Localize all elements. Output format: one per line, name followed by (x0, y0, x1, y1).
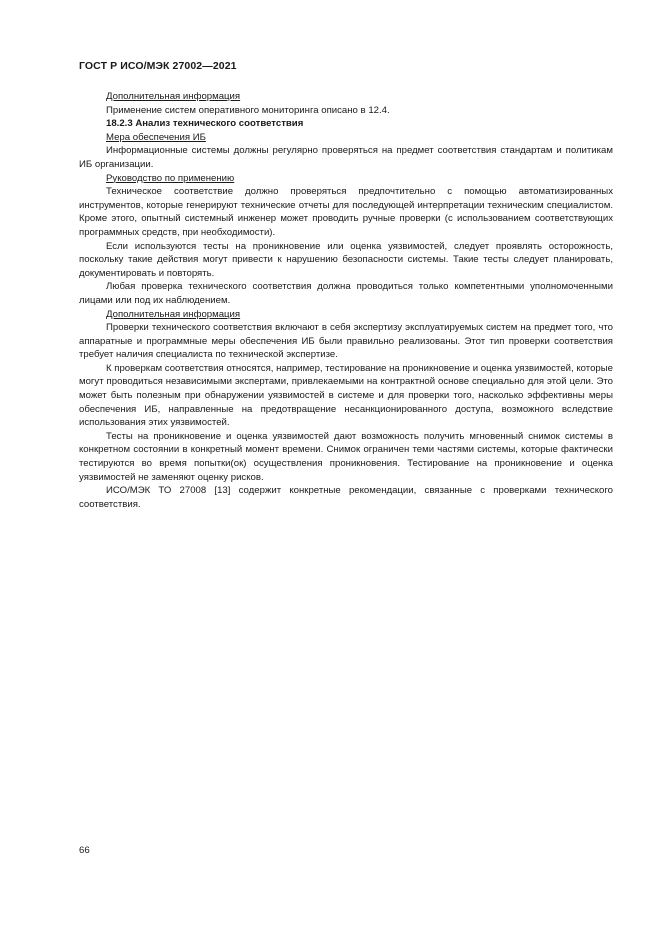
paragraph: Тесты на проникновение и оценка уязвимостей дают возможность получить мгновенный снимок системы в конкретном состоянии в конкретный момент времени. Снимок ограничен теми частями системы, которые фактически тестируются во время попытки(ок) осуществления проникновения. Тестирование на проникновение и оценка уязвимостей не заменяют оценку рисков. (79, 430, 613, 483)
document-header: ГОСТ Р ИСО/МЭК 27002—2021 (79, 60, 237, 72)
paragraph: ИСО/МЭК ТО 27008 [13] содержит конкретные рекомендации, связанные с проверками технического соответствия. (79, 485, 613, 510)
page-number: 66 (79, 845, 90, 856)
guidance-label: Руководство по применению (106, 172, 235, 184)
paragraph: Если используются тесты на проникновение или оценка уязвимостей, следует проявлять осторожность, поскольку такие действия могут привести к нарушению безопасности системы. Такие тесты следует планировать, документировать и повторять. (79, 240, 613, 279)
paragraph: Применение систем оперативного мониторинга описано в 12.4. (106, 104, 390, 116)
section-heading: 18.2.3 Анализ технического соответствия (106, 118, 304, 130)
additional-info-label: Дополнительная информация (106, 308, 241, 320)
control-label: Мера обеспечения ИБ (106, 131, 206, 143)
document-body (79, 90, 613, 511)
paragraph: К проверкам соответствия относятся, например, тестирование на проникновение и оценка уязвимостей, которые могут проводиться независимыми экспертами, привлекаемыми на контрактной основе специально для этой цели. Это может быть полезным при обнаружении уязвимостей в системе и для проверки того, насколько эффективны меры обеспечения ИБ, направленные на предотвращение несанкционированного доступа, возможного вследствие использования этих уязвимостей. (79, 362, 613, 429)
paragraph: Любая проверка технического соответствия должна проводиться только компетентными уполномоченными лицами или под их наблюдением. (79, 281, 613, 306)
paragraph: Информационные системы должны регулярно проверяться на предмет соответствия стандартам и политикам ИБ организации. (79, 145, 613, 170)
additional-info-label: Дополнительная информация (106, 91, 241, 102)
paragraph: Проверки технического соответствия включают в себя экспертизу эксплуатируемых систем на предмет того, что аппаратные и программные меры обеспечения ИБ были правильно реализованы. Этот тип проверки соответствия требует наличия специалиста по технической экспертизе. (79, 322, 613, 361)
paragraph: Техническое соответствие должно проверяться предпочтительно с помощью автоматизированных инструментов, которые генерируют технические отчеты для последующей интерпретации техническим специалистом. Кроме этого, опытный системный инженер может проводить ручные проверки (с использованием соответствующих программных средств, при необходимости). (79, 186, 613, 238)
